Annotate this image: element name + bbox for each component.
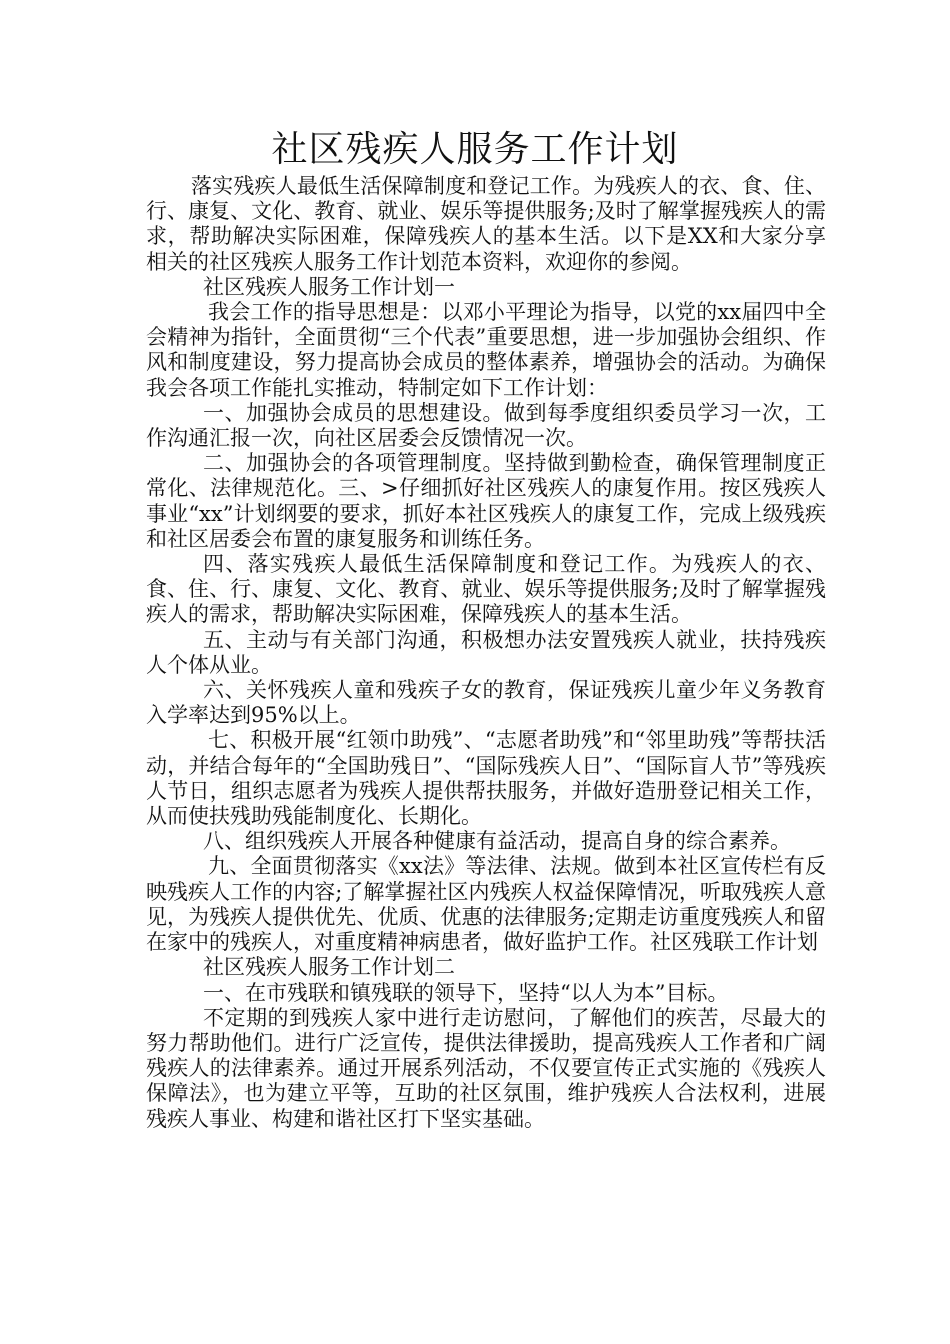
item-nine-paragraph: 九、全面贯彻落实《xx法》等法律、法规。做到本社区宣传栏有反映残疾人工作的内容;了解掌握社区内残疾人权益保障情况，听取残疾人意见，为残疾人提供优先、优质、优惠的法律服务;定期走访重度残疾人和留在家中的残疾人，对重度精神病患者，做好监护工作。社区残联工作计划 [146, 854, 826, 955]
plan-two-item-one-paragraph: 一、在市残联和镇残联的领导下，坚持“以人为本”目标。 [203, 980, 729, 1005]
item-two-paragraph: 二、加强协会的各项管理制度。坚持做到勤检查，确保管理制度正常化、法律规范化。三、>仔细抓好社区残疾人的康复作用。按区残疾人事业“xx”计划纲要的要求，抓好本社区残疾人的康复工作，完成上级残疾和社区居委会布置的康复服务和训练任务。 [146, 451, 826, 551]
document-body [146, 174, 826, 1132]
item-one-paragraph: 一、加强协会成员的思想建设。做到每季度组织委员学习一次，工作沟通汇报一次，向社区居委会反馈情况一次。 [146, 400, 826, 451]
section-heading-plan-one: 社区残疾人服务工作计划一 [203, 274, 455, 299]
document-title: 社区残疾人服务工作计划 [271, 129, 679, 170]
item-five-paragraph: 五、主动与有关部门沟通，积极想办法安置残疾人就业，扶持残疾人个体从业。 [146, 627, 826, 677]
plan-two-visit-paragraph: 不定期的到残疾人家中进行走访慰问，了解他们的疾苦，尽最大的努力帮助他们。进行广泛宣传，提供法律援助，提高残疾人工作者和广阔残疾人的法律素养。通过开展系列活动，不仅要宣传正式实施的《残疾人保障法》，也为建立平等，互助的社区氛围，维护残疾人合法权利，进展残疾人事业、构建和谐社区打下坚实基础。 [146, 1005, 826, 1131]
intro-paragraph: 落实残疾人最低生活保障制度和登记工作。为残疾人的衣、食、住、行、康复、文化、教育、就业、娱乐等提供服务;及时了解掌握残疾人的需求，帮助解决实际困难，保障残疾人的基本生活。以下是XX和大家分享相关的社区残疾人服务工作计划范本资料，欢迎你的参阅。 [146, 174, 826, 274]
item-eight-paragraph: 八、组织残疾人开展各种健康有益活动，提高自身的综合素养。 [203, 829, 791, 854]
item-seven-paragraph: 七、积极开展“红领巾助残”、“志愿者助残”和“邻里助残”等帮扶活动，并结合每年的“全国助残日”、“国际残疾人日”、“国际盲人节”等残疾人节日，组织志愿者为残疾人提供帮扶服务，并做好造册登记相关工作，从而使扶残助残能制度化、长期化。 [146, 728, 826, 829]
section-heading-plan-two: 社区残疾人服务工作计划二 [203, 955, 455, 980]
item-six-paragraph: 六、关怀残疾人童和残疾子女的教育，保证残疾儿童少年义务教育入学率达到95%以上。 [146, 678, 826, 728]
item-four-paragraph: 四、落实残疾人最低生活保障制度和登记工作。为残疾人的衣、食、住、行、康复、文化、教育、就业、娱乐等提供服务;及时了解掌握残疾人的需求，帮助解决实际困难，保障残疾人的基本生活。 [146, 552, 826, 627]
guiding-thought-paragraph: 我会工作的指导思想是：以邓小平理论为指导，以党的xx届四中全会精神为指针，全面贯彻“三个代表”重要思想，进一步加强协会组织、作风和制度建设，努力提高协会成员的整体素养，增强协会的活动。为确保我会各项工作能扎实推动，特制定如下工作计划： [146, 300, 826, 400]
